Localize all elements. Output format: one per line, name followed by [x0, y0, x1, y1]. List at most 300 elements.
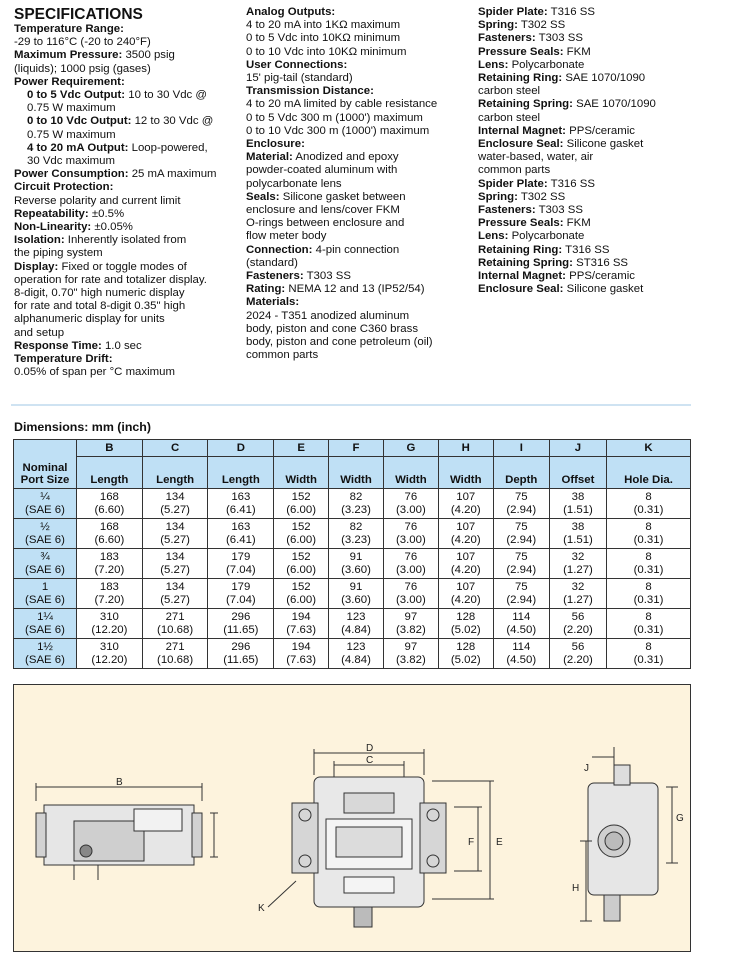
transmission-2: 0 to 5 Vdc 300 m (1000') maximum [246, 111, 423, 124]
dimension-inch: (6.00) [286, 563, 317, 576]
dimension-inch: (4.20) [450, 593, 481, 606]
a-retaining-ring-value: SAE 1070/1090 [565, 72, 646, 85]
b-retaining-ring-value: T316 SS [565, 243, 610, 256]
non-linearity [14, 221, 242, 234]
dimension-mm: 76 [404, 551, 418, 564]
dimension-mm: 179 [231, 551, 251, 564]
dimension-cell [383, 639, 438, 669]
dimension-inch: (4.20) [450, 503, 481, 516]
port-size-header-1: Nominal [22, 461, 68, 474]
power-req-ma-label: 4 to 20 mA Output: [27, 141, 129, 154]
dimension-cell [549, 489, 606, 519]
display-spec [14, 261, 242, 274]
dimension-inch: (4.84) [341, 653, 371, 666]
label-d: D [366, 743, 374, 754]
b-lens-value: Polycarbonate [511, 230, 585, 243]
col-name: Width [329, 457, 384, 489]
transmission-distance-label: Transmission Distance: [246, 85, 374, 98]
dimension-inch: (5.27) [160, 533, 190, 546]
dimension-inch: (11.65) [223, 653, 259, 666]
dimension-mm: 91 [349, 581, 363, 594]
power-req-ma-value-2: 30 Vdc maximum [27, 155, 115, 168]
section-divider [11, 404, 691, 406]
power-req-10v-value: 12 to 30 Vdc @ [134, 115, 214, 128]
b-retaining-spring [478, 257, 710, 270]
port-size-sae: (SAE 6) [25, 593, 65, 606]
max-pressure-value: 3500 psig [125, 49, 175, 62]
power-req-ma-value: Loop-powered, [131, 141, 208, 154]
col-letter: F [329, 440, 384, 457]
dimension-cell [208, 579, 274, 609]
port-size: 1½ [37, 641, 53, 654]
col-letter: G [383, 440, 438, 457]
dimension-inch: (4.84) [341, 623, 371, 636]
dimension-inch: (5.02) [450, 623, 481, 636]
display-value-5: alphanumeric display for units [14, 313, 165, 326]
dimensions-table [13, 439, 691, 669]
a-internal-magnet-label: Internal Magnet: [478, 124, 566, 137]
label-k: K [258, 903, 265, 914]
a-retaining-spring [478, 98, 710, 111]
b-spider-plate-value: T316 SS [550, 177, 595, 190]
label-g: G [676, 813, 684, 824]
dimension-inch: (0.31) [633, 563, 664, 576]
dimension-cell [493, 489, 549, 519]
materials-2: body, piston and cone C360 brass [246, 322, 419, 335]
dimension-inch: (4.50) [506, 653, 537, 666]
dimension-inch: (5.27) [160, 503, 190, 516]
a-spider-plate-value: T316 SS [550, 6, 595, 18]
dimension-cell [493, 519, 549, 549]
dimension-mm: 183 [99, 551, 119, 564]
dimension-cell [549, 549, 606, 579]
side-view-right [580, 747, 678, 921]
dimension-mm: 107 [456, 521, 476, 534]
port-size: ¼ [40, 491, 50, 504]
dimension-cell [383, 489, 438, 519]
dimension-mm: 310 [99, 641, 119, 654]
dimension-inch: (7.04) [225, 593, 256, 606]
enclosure-material-label: Material: [246, 151, 293, 164]
dimension-mm: 134 [165, 521, 185, 534]
dimension-inch: (6.00) [286, 533, 317, 546]
dimension-inch: (0.31) [633, 623, 664, 636]
dimension-inch: (6.60) [94, 503, 125, 516]
enclosure-fasteners [246, 270, 472, 283]
b-pressure-seals [478, 217, 710, 230]
dimension-inch: (4.50) [506, 623, 537, 636]
dimension-cell [274, 519, 329, 549]
dimension-inch: (7.63) [286, 623, 317, 636]
col-letter: I [493, 440, 549, 457]
dimension-mm: 107 [456, 491, 476, 504]
b-internal-magnet-value: PPS/ceramic [569, 270, 635, 283]
analog-output-3: 0 to 10 Vdc into 10KΩ minimum [246, 45, 407, 58]
dimension-mm: 8 [645, 641, 652, 654]
dimension-inch: (7.04) [225, 563, 256, 576]
dimension-cell [77, 579, 143, 609]
dimension-cell [329, 639, 384, 669]
col-name: Offset [549, 457, 606, 489]
dimension-inch: (2.94) [506, 563, 537, 576]
dimension-mm: 8 [645, 491, 652, 504]
dimension-inch: (7.63) [286, 653, 317, 666]
col-name: Width [383, 457, 438, 489]
label-f: F [468, 837, 475, 848]
dimension-mm: 183 [99, 581, 119, 594]
dimension-inch: (1.27) [563, 593, 593, 606]
materials-1: 2024 - T351 anodized aluminum [246, 309, 410, 322]
dimension-cell [607, 489, 691, 519]
materials-4: common parts [246, 349, 319, 362]
b-enclosure-seal-value: Silicone gasket [566, 283, 644, 296]
power-consumption-value: 25 mA maximum [131, 168, 217, 181]
dimension-inch: (4.20) [450, 563, 481, 576]
display-value-3: 8-digit, 0.70" high numeric display [14, 287, 185, 300]
dimension-inch: (6.60) [94, 533, 125, 546]
a-pressure-seals-label: Pressure Seals: [478, 45, 564, 58]
non-linearity-label: Non-Linearity: [14, 221, 92, 234]
dimension-inch: (1.51) [563, 533, 593, 546]
dimension-mm: 8 [645, 611, 652, 624]
enclosure-material-2: powder-coated aluminum with [246, 164, 398, 177]
table-row [14, 609, 691, 639]
dimension-cell [142, 519, 208, 549]
dimension-mm: 32 [571, 581, 585, 594]
dimension-mm: 8 [645, 551, 652, 564]
dimension-cell [77, 609, 143, 639]
display-label: Display: [14, 260, 59, 273]
b-pressure-seals-value: FKM [566, 217, 591, 230]
enclosure-connection-value: 4-pin connection [315, 243, 400, 256]
a-spider-plate-label: Spider Plate: [478, 6, 548, 18]
dimension-mm: 194 [291, 641, 311, 654]
b-internal-magnet-label: Internal Magnet: [478, 270, 566, 283]
enclosure-seals-value: Silicone gasket between [282, 190, 406, 203]
max-pressure [14, 49, 242, 62]
dimensions-letter-row [14, 440, 691, 457]
b-lens-label: Lens: [478, 230, 509, 243]
dimension-cell [607, 579, 691, 609]
display-value-1: Fixed or toggle modes of [61, 260, 187, 273]
a-spring-label: Spring: [478, 19, 518, 32]
col-letter: J [549, 440, 606, 457]
power-req-10v-label: 0 to 10 Vdc Output: [27, 115, 132, 128]
dimension-inch: (5.02) [450, 653, 481, 666]
dimension-mm: 114 [512, 641, 531, 654]
b-fasteners-label: Fasteners: [478, 204, 536, 217]
b-retaining-spring-label: Retaining Spring: [478, 256, 573, 269]
dimension-mm: 38 [571, 491, 585, 504]
dimension-cell [329, 489, 384, 519]
dimension-inch: (7.20) [94, 563, 125, 576]
dimension-mm: 296 [231, 611, 251, 624]
dimension-cell [142, 549, 208, 579]
dimension-inch: (5.27) [160, 593, 190, 606]
power-req-label: Power Requirement: [14, 75, 125, 88]
dimension-mm: 8 [645, 521, 652, 534]
dimension-inch: (0.31) [633, 503, 664, 516]
display-value-2: operation for rate and totalizer display. [14, 273, 207, 286]
max-pressure-value-2: (liquids); 1000 psig (gases) [14, 62, 151, 75]
col-name: Width [274, 457, 329, 489]
dimension-cell [383, 579, 438, 609]
isolation [14, 234, 242, 247]
dimension-inch: (2.94) [506, 503, 537, 516]
dimension-mm: 91 [349, 551, 363, 564]
dimension-cell [208, 519, 274, 549]
dimension-cell [77, 639, 143, 669]
a-retaining-spring-value-2: carbon steel [478, 111, 541, 124]
display-value-4: for rate and total 8-digit 0.35" high [14, 300, 186, 313]
circuit-protection-label: Circuit Protection: [14, 181, 114, 194]
power-req-5v [14, 89, 242, 102]
dimension-inch: (1.51) [563, 503, 593, 516]
dimension-inch: (3.00) [396, 563, 426, 576]
dimension-inch: (3.23) [341, 533, 371, 546]
col-letter: D [208, 440, 274, 457]
dimension-mm: 8 [645, 581, 652, 594]
enclosure-seals-3: O-rings between enclosure and [246, 217, 405, 230]
dimension-mm: 75 [514, 551, 528, 564]
dimension-mm: 152 [291, 581, 311, 594]
power-req-5v-value-2: 0.75 W maximum [27, 102, 116, 115]
b-enclosure-seal [478, 283, 710, 296]
col-letter: B [77, 440, 143, 457]
dimension-mm: 75 [514, 581, 528, 594]
a-retaining-ring-label: Retaining Ring: [478, 72, 563, 85]
b-lens [478, 230, 710, 243]
dimensions-body [14, 489, 691, 669]
dimension-inch: (2.94) [506, 593, 537, 606]
dimension-inch: (3.82) [396, 623, 426, 636]
dimension-inch: (7.20) [94, 593, 125, 606]
repeatability-value: ±0.5% [91, 207, 125, 220]
col-letter: C [142, 440, 208, 457]
a-retaining-ring [478, 72, 710, 85]
isolation-value-2: the piping system [14, 247, 103, 260]
isolation-value: Inherently isolated from [67, 234, 187, 247]
dimension-mm: 76 [404, 581, 418, 594]
dimension-mm: 128 [456, 611, 476, 624]
materials-3: body, piston and cone petroleum (oil) [246, 336, 433, 349]
b-pressure-seals-label: Pressure Seals: [478, 217, 564, 230]
a-lens-value: Polycarbonate [511, 58, 585, 71]
dimension-mm: 179 [231, 581, 251, 594]
table-row [14, 549, 691, 579]
dimension-inch: (3.60) [341, 593, 371, 606]
dimension-mm: 38 [571, 521, 585, 534]
dimension-mm: 152 [291, 521, 311, 534]
dimension-inch: (3.82) [396, 653, 426, 666]
dimension-mm: 82 [349, 491, 363, 504]
col-name: Hole Dia. [607, 457, 691, 489]
port-size-cell [14, 609, 77, 639]
b-retaining-spring-value: ST316 SS [576, 256, 629, 269]
temp-range-value: -29 to 116°C (-20 to 240°F) [14, 36, 151, 49]
dimension-inch: (3.00) [396, 593, 426, 606]
enclosure-fasteners-value: T303 SS [306, 270, 351, 283]
port-size-sae: (SAE 6) [25, 563, 65, 576]
dimension-mm: 128 [456, 641, 476, 654]
b-internal-magnet [478, 270, 710, 283]
b-spring [478, 191, 710, 204]
col-letter: E [274, 440, 329, 457]
dimension-inch: (2.20) [563, 653, 593, 666]
a-spring [478, 19, 710, 32]
power-consumption-label: Power Consumption: [14, 168, 129, 181]
label-j: J [584, 763, 589, 774]
port-size: 1 [41, 581, 49, 594]
a-spring-value: T302 SS [520, 19, 566, 32]
dimension-mm: 134 [165, 581, 185, 594]
dimension-cell [438, 519, 493, 549]
dimension-cell [329, 579, 384, 609]
dimension-mm: 271 [165, 611, 185, 624]
b-enclosure-seal-label: Enclosure Seal: [478, 283, 564, 296]
port-size: ¾ [40, 551, 50, 564]
enclosure-connection-2: (standard) [246, 256, 298, 269]
power-req-5v-value: 10 to 30 Vdc @ [128, 89, 207, 102]
dimension-mm: 75 [514, 521, 528, 534]
dimension-cell [493, 549, 549, 579]
a-enclosure-seal-label: Enclosure Seal: [478, 138, 564, 151]
dimension-inch: (2.20) [563, 623, 593, 636]
dimension-inch: (10.68) [157, 653, 194, 666]
dimension-cell [77, 489, 143, 519]
dimension-cell [77, 549, 143, 579]
repeatability-label: Repeatability: [14, 207, 89, 220]
dimension-cell [607, 519, 691, 549]
dimension-mm: 123 [346, 641, 366, 654]
dimension-mm: 75 [514, 491, 528, 504]
dimension-cell [329, 519, 384, 549]
dimension-inch: (6.00) [286, 593, 317, 606]
specifications-title: SPECIFICATIONS [14, 6, 143, 23]
dimension-cell [549, 519, 606, 549]
dimension-mm: 107 [456, 581, 476, 594]
a-pressure-seals [478, 46, 710, 59]
enclosure-rating-label: Rating: [246, 283, 286, 296]
dimension-cell [274, 489, 329, 519]
a-spider-plate [478, 6, 710, 19]
dimension-cell [549, 579, 606, 609]
display-value-6: and setup [14, 326, 65, 339]
power-req-10v [14, 115, 242, 128]
col-name: Length [142, 457, 208, 489]
col-name: Depth [493, 457, 549, 489]
dimension-cell [274, 549, 329, 579]
dimension-mm: 163 [231, 491, 251, 504]
b-spider-plate-label: Spider Plate: [478, 177, 548, 190]
enclosure-rating [246, 283, 472, 296]
enclosure-material-value: Anodized and epoxy [295, 151, 399, 164]
dimension-inch: (4.20) [450, 533, 481, 546]
port-size-cell [14, 519, 77, 549]
dimension-cell [77, 519, 143, 549]
drawing-svg [14, 685, 690, 951]
dimension-inch: (3.60) [341, 563, 371, 576]
dimension-mm: 97 [404, 611, 418, 624]
enclosure-seals [246, 191, 472, 204]
dimension-inch: (6.41) [225, 503, 256, 516]
col-letter: H [438, 440, 493, 457]
isolation-label: Isolation: [14, 234, 65, 247]
dimension-mm: 310 [99, 611, 119, 624]
analog-output-2: 0 to 5 Vdc into 10KΩ minimum [246, 32, 401, 45]
front-view [268, 749, 494, 927]
dimension-inch: (3.00) [396, 533, 426, 546]
dimension-inch: (5.27) [160, 563, 190, 576]
a-internal-magnet-value: PPS/ceramic [569, 124, 635, 137]
port-size-cell [14, 549, 77, 579]
b-retaining-ring-label: Retaining Ring: [478, 243, 563, 256]
enclosure-seals-label: Seals: [246, 190, 280, 203]
table-row [14, 579, 691, 609]
dimension-mm: 168 [99, 491, 119, 504]
dimension-mm: 76 [404, 521, 418, 534]
dimension-cell [329, 549, 384, 579]
a-retaining-spring-value: SAE 1070/1090 [576, 98, 656, 111]
response-time-value: 1.0 sec [104, 339, 142, 352]
b-spring-label: Spring: [478, 190, 518, 203]
dimension-cell [274, 579, 329, 609]
dimension-cell [383, 549, 438, 579]
dimension-cell [383, 519, 438, 549]
power-consumption [14, 168, 242, 181]
dimension-cell [493, 639, 549, 669]
max-pressure-label: Maximum Pressure: [14, 49, 123, 62]
dimension-mm: 134 [165, 491, 185, 504]
a-pressure-seals-value: FKM [566, 45, 591, 58]
dimension-cell [549, 609, 606, 639]
table-row [14, 639, 691, 669]
dimension-cell [274, 609, 329, 639]
materials-label: Materials: [246, 296, 300, 309]
enclosure-seals-4: flow meter body [246, 230, 327, 243]
dimension-mm: 82 [349, 521, 363, 534]
enclosure-seals-2: enclosure and lens/cover FKM [246, 204, 400, 217]
dimension-inch: (6.00) [286, 503, 317, 516]
a-fasteners-label: Fasteners: [478, 32, 536, 45]
b-retaining-ring [478, 244, 710, 257]
dimension-mm: 97 [404, 641, 418, 654]
port-size: ½ [40, 521, 50, 534]
dimensions-name-row [14, 457, 691, 489]
dimension-cell [438, 609, 493, 639]
dimension-cell [142, 579, 208, 609]
dimension-cell [142, 609, 208, 639]
dimension-cell [438, 489, 493, 519]
dimension-cell [549, 639, 606, 669]
dimension-mm: 168 [99, 521, 119, 534]
dimension-cell [607, 549, 691, 579]
a-internal-magnet [478, 125, 710, 138]
transmission-1: 4 to 20 mA limited by cable resistance [246, 98, 438, 111]
b-spring-value: T302 SS [520, 190, 566, 203]
repeatability [14, 208, 242, 221]
dimension-mm: 194 [291, 611, 311, 624]
temp-drift-value: 0.05% of span per °C maximum [14, 366, 175, 379]
a-fasteners-value: T303 SS [538, 32, 583, 45]
enclosure-rating-value: NEMA 12 and 13 (IP52/54) [288, 283, 425, 296]
dimension-cell [208, 549, 274, 579]
specs-column-1 [14, 6, 242, 379]
dimension-inch: (0.31) [633, 533, 664, 546]
dimension-inch: (3.23) [341, 503, 371, 516]
dimension-cell [329, 609, 384, 639]
dimension-inch: (6.41) [225, 533, 256, 546]
